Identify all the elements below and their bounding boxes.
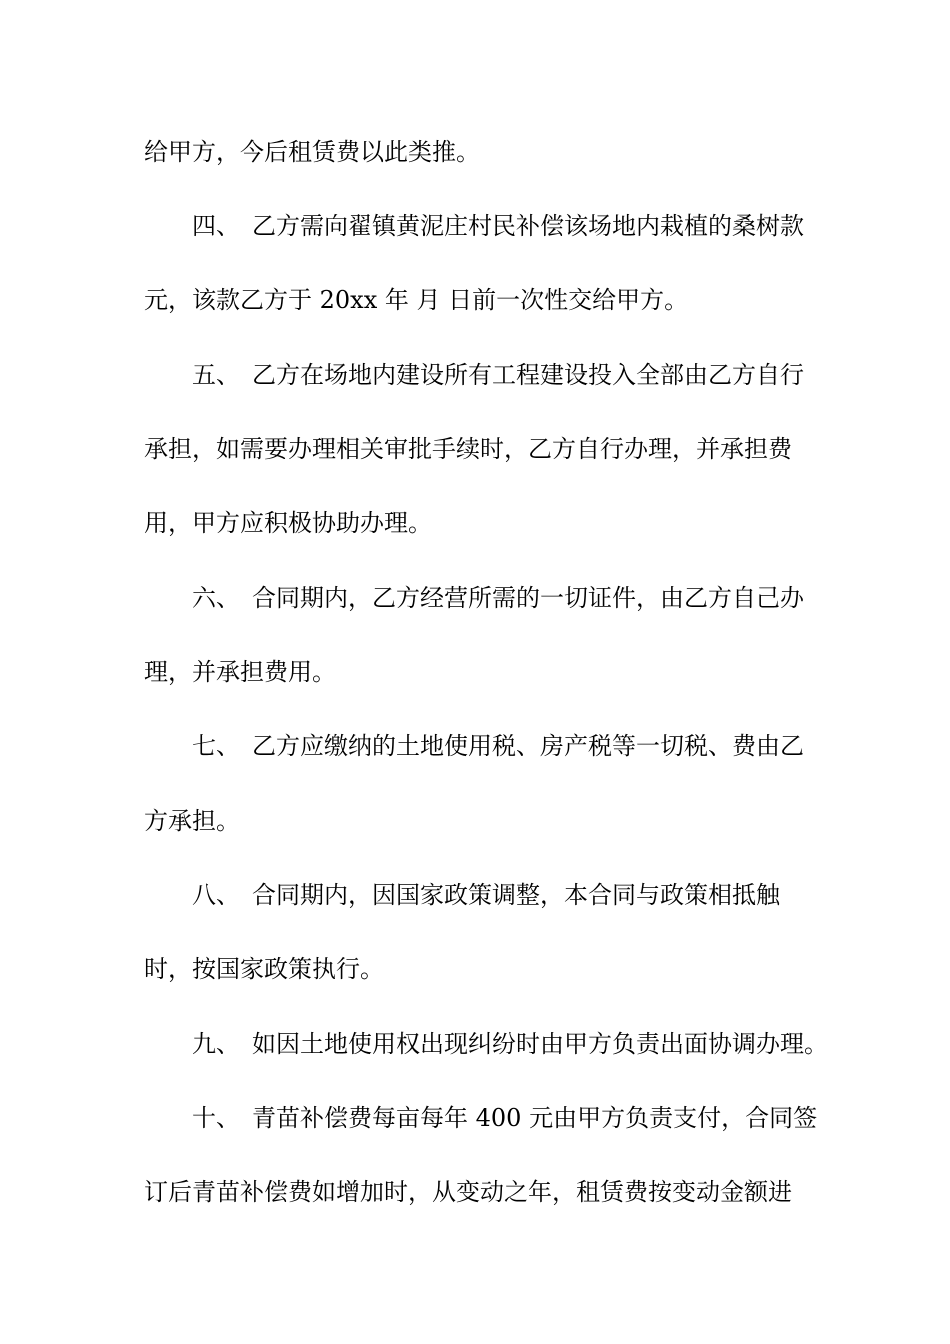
clause-text: 青苗补偿费每亩每年 400 元由甲方负责支付，合同签	[252, 1104, 818, 1132]
text-line: 用，甲方应积极协助办理。	[144, 509, 432, 537]
clause-text: 合同期内，乙方经营所需的一切证件，由乙方自己办	[252, 584, 804, 612]
clause-text: 合同期内，因国家政策调整，本合同与政策相抵触	[252, 881, 780, 909]
text-line: 元，该款乙方于 20xx 年 月 日前一次性交给甲方。	[144, 286, 689, 314]
clause-4-first-line	[192, 206, 872, 246]
clause-text: 乙方在场地内建设所有工程建设投入全部由乙方自行	[252, 361, 804, 389]
clause-number: 四、	[192, 212, 240, 240]
clause-number: 八、	[192, 881, 240, 909]
clause-5-first-line	[192, 355, 872, 395]
clause-number: 五、	[192, 361, 240, 389]
text-line: 订后青苗补偿费如增加时，从变动之年，租赁费按变动金额进	[144, 1178, 792, 1206]
text-line: 理，并承担费用。	[144, 658, 336, 686]
clause-9-line	[192, 1024, 872, 1064]
clause-number: 七、	[192, 732, 240, 760]
text-line: 时，按国家政策执行。	[144, 955, 384, 983]
text-line: 方承担。	[144, 807, 240, 835]
clause-text: 如因土地使用权出现纠纷时由甲方负责出面协调办理。	[252, 1030, 828, 1058]
clause-10-first-line	[192, 1098, 872, 1138]
clause-text: 乙方应缴纳的土地使用税、房产税等一切税、费由乙	[252, 732, 804, 760]
clause-text: 乙方需向翟镇黄泥庄村民补偿该场地内栽植的桑树款	[252, 212, 804, 240]
clause-6-first-line	[192, 578, 872, 618]
text-line: 给甲方，今后租赁费以此类推。	[144, 138, 480, 166]
clause-7-first-line	[192, 726, 872, 766]
clause-number: 九、	[192, 1030, 240, 1058]
text-line: 承担，如需要办理相关审批手续时，乙方自行办理，并承担费	[144, 435, 792, 463]
clause-number: 十、	[192, 1104, 240, 1132]
clause-8-first-line	[192, 875, 872, 915]
clause-number: 六、	[192, 584, 240, 612]
